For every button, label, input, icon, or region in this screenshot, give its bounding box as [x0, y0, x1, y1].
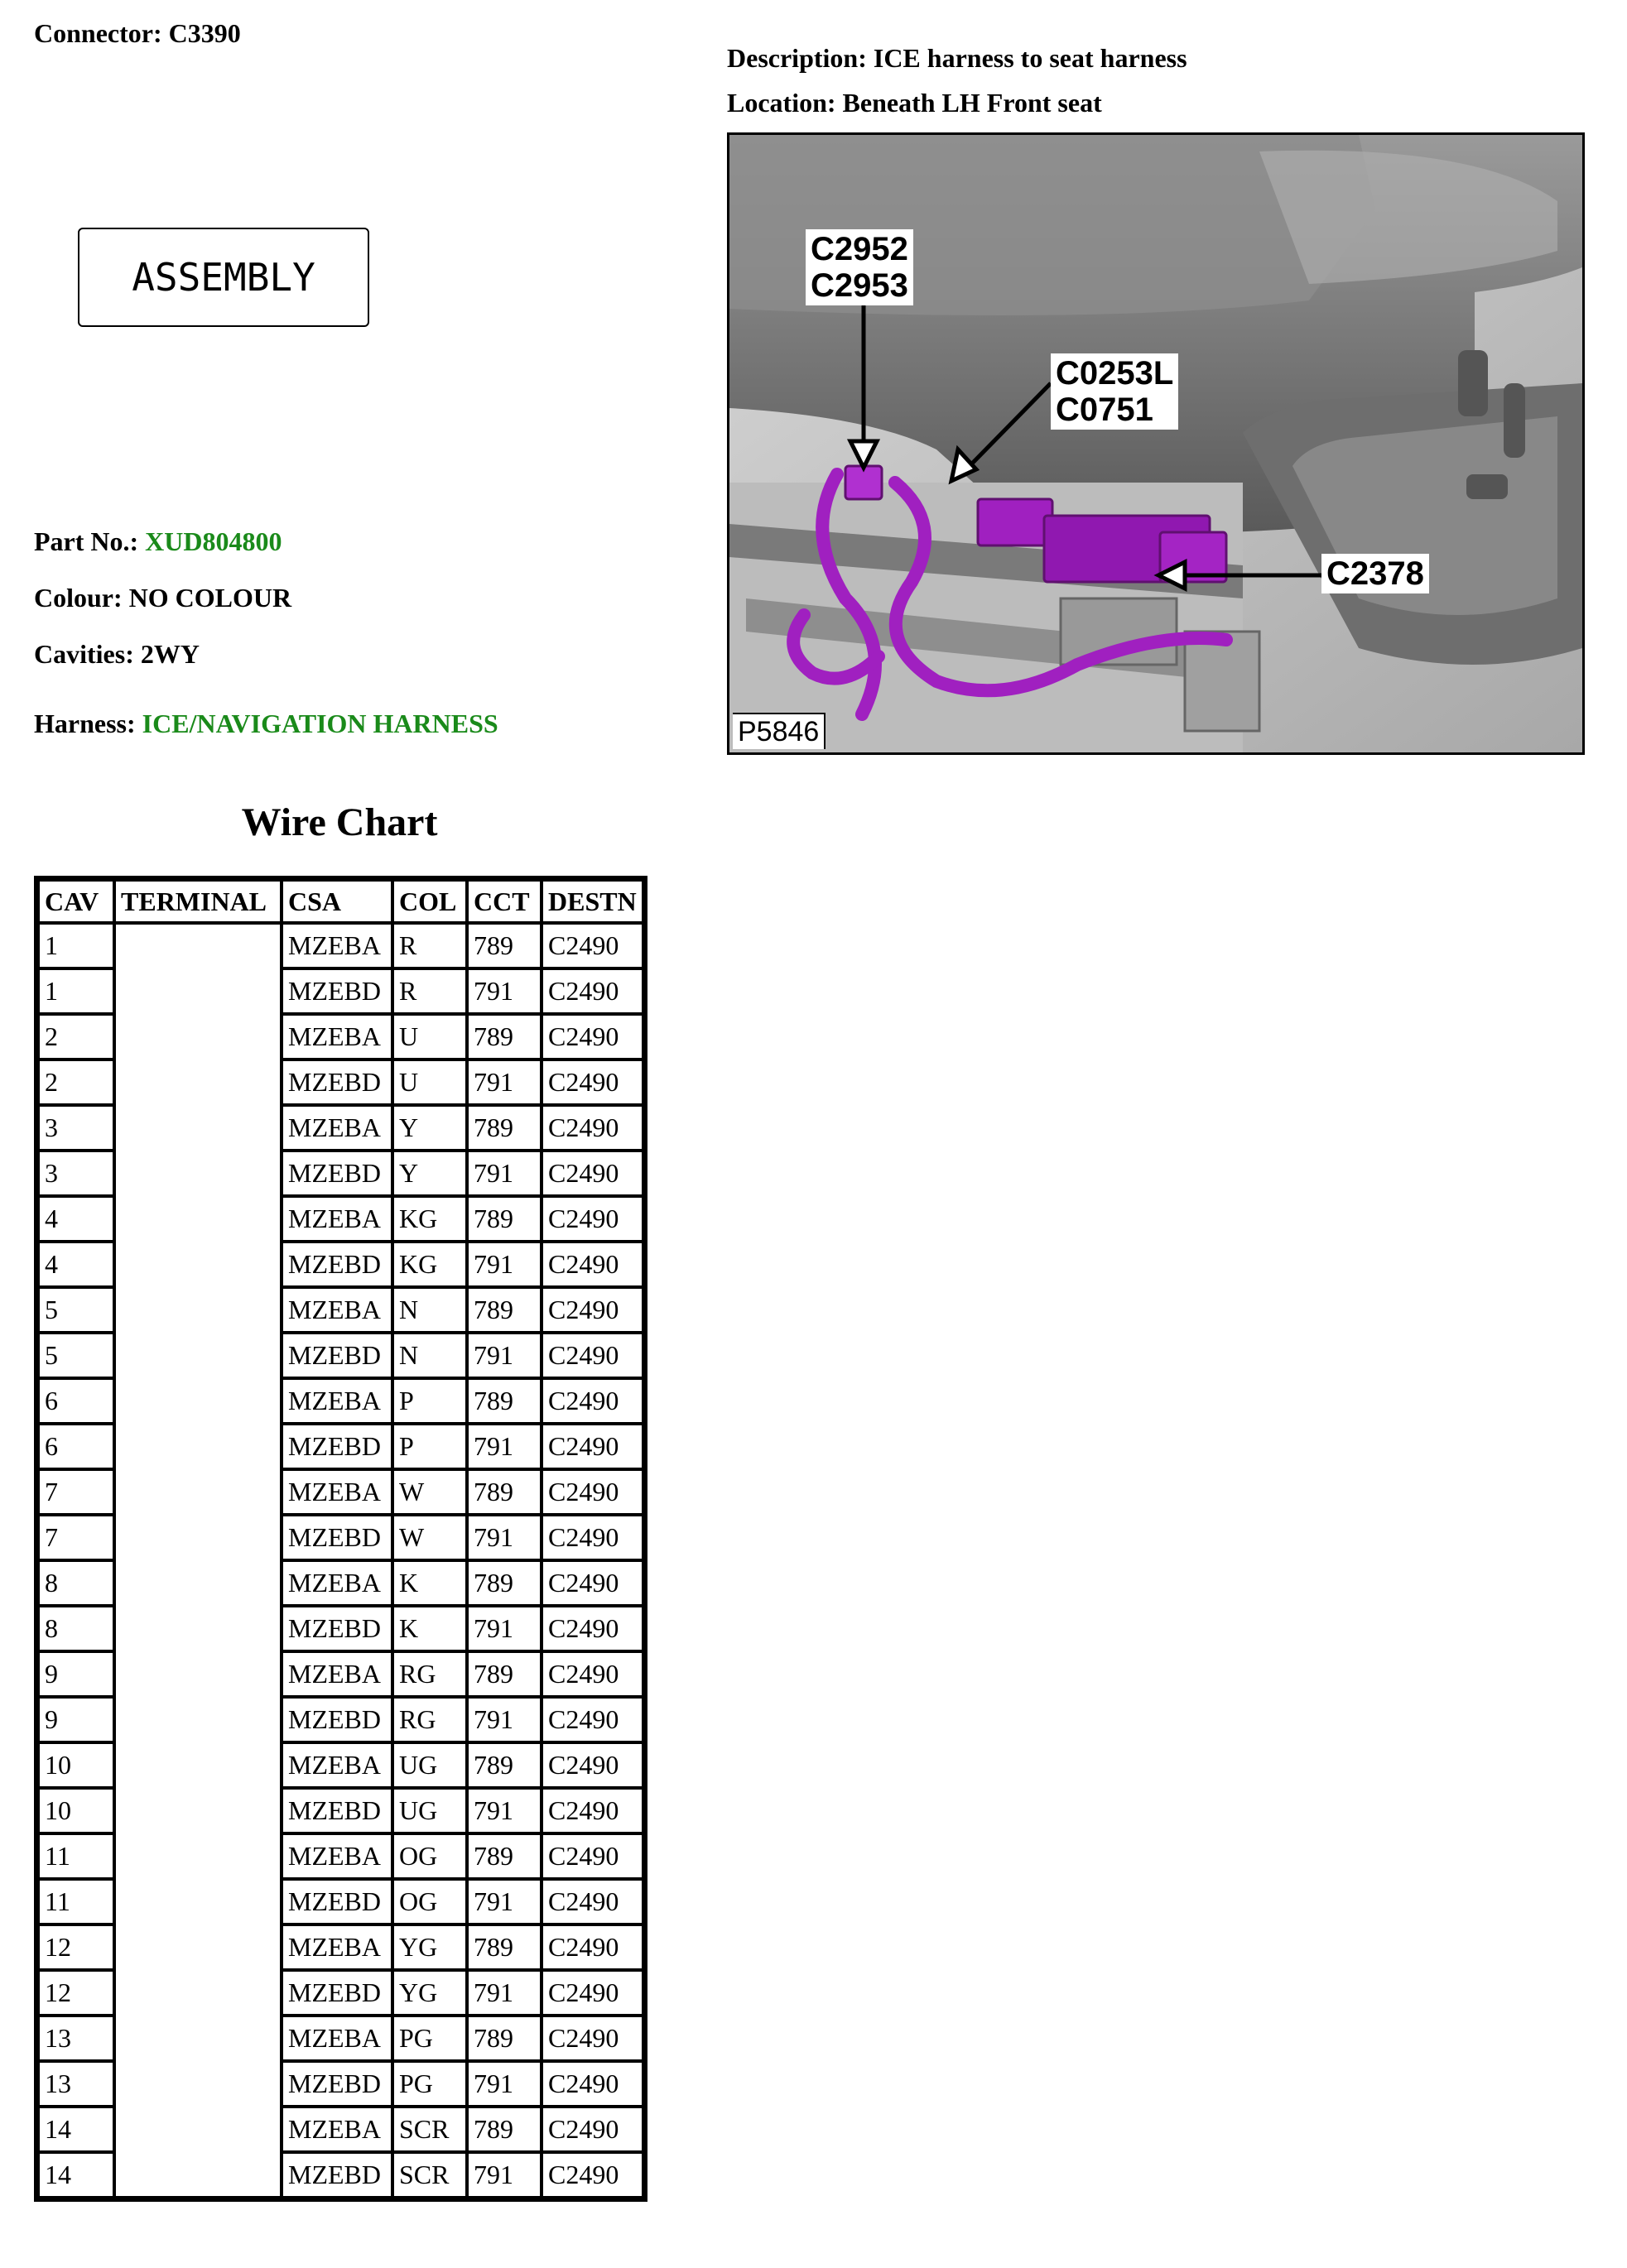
cell-cct: 791: [467, 1697, 542, 1742]
cavities-value: 2WY: [140, 639, 200, 669]
cell-col: OG: [392, 1833, 467, 1879]
cell-col: SCR: [392, 2107, 467, 2152]
cell-csa: MZEBA: [282, 1742, 392, 1788]
colour-label: Colour:: [34, 583, 123, 613]
cell-destn: C2490: [542, 1515, 643, 1560]
cell-cav: 8: [38, 1560, 114, 1606]
cell-cav: 7: [38, 1469, 114, 1515]
cell-cct: 789: [467, 1014, 542, 1060]
cell-cct: 789: [467, 1105, 542, 1151]
cell-col: W: [392, 1515, 467, 1560]
cell-destn: C2490: [542, 1651, 643, 1697]
cell-cct: 791: [467, 1879, 542, 1924]
cell-destn: C2490: [542, 1879, 643, 1924]
wire-chart-table: [34, 876, 647, 2202]
cell-csa: MZEBD: [282, 1606, 392, 1651]
part-number-link[interactable]: XUD804800: [145, 526, 282, 556]
cell-cct: 789: [467, 1196, 542, 1242]
cell-cav: 11: [38, 1879, 114, 1924]
cell-csa: MZEBA: [282, 1924, 392, 1970]
cell-csa: MZEBA: [282, 1833, 392, 1879]
cell-cav: 7: [38, 1515, 114, 1560]
cell-csa: MZEBA: [282, 1196, 392, 1242]
cell-col: YG: [392, 1970, 467, 2016]
cell-col: P: [392, 1378, 467, 1424]
cell-col: R: [392, 968, 467, 1014]
cell-destn: C2490: [542, 1697, 643, 1742]
col-header-col: COL: [392, 880, 467, 923]
cell-destn: C2490: [542, 2061, 643, 2107]
cell-cav: 10: [38, 1788, 114, 1833]
cell-cav: 14: [38, 2152, 114, 2198]
cell-cct: 791: [467, 2061, 542, 2107]
cell-destn: C2490: [542, 1924, 643, 1970]
part-number-line: [34, 526, 282, 557]
cell-csa: MZEBD: [282, 1515, 392, 1560]
cell-destn: C2490: [542, 1333, 643, 1378]
cell-col: UG: [392, 1742, 467, 1788]
connector-value: C3390: [168, 18, 241, 48]
col-header-destn: DESTN: [542, 880, 643, 923]
cell-cct: 789: [467, 1469, 542, 1515]
location-label: Location:: [727, 88, 836, 118]
cell-destn: C2490: [542, 1014, 643, 1060]
cell-col: K: [392, 1560, 467, 1606]
seat-illustration: [729, 135, 1582, 752]
description-value: ICE harness to seat harness: [873, 43, 1187, 73]
cell-cav: 3: [38, 1105, 114, 1151]
cell-cct: 789: [467, 2016, 542, 2061]
callout-c0751: C0751: [1056, 392, 1153, 428]
cell-destn: C2490: [542, 1742, 643, 1788]
photo-reference: P5846: [733, 713, 826, 749]
cell-cct: 791: [467, 1515, 542, 1560]
cell-cav: 5: [38, 1333, 114, 1378]
cell-cav: 6: [38, 1424, 114, 1469]
callout-c2952: C2952: [811, 231, 908, 267]
cell-destn: C2490: [542, 1196, 643, 1242]
connector-label: Connector:: [34, 18, 162, 48]
cell-csa: MZEBD: [282, 1879, 392, 1924]
wire-chart-header-row: [38, 880, 643, 923]
cell-col: Y: [392, 1105, 467, 1151]
harness-line: [34, 709, 498, 739]
cell-cav: 1: [38, 923, 114, 968]
cell-destn: C2490: [542, 1970, 643, 2016]
cell-csa: MZEBD: [282, 968, 392, 1014]
cell-csa: MZEBA: [282, 1287, 392, 1333]
cell-cav: 1: [38, 968, 114, 1014]
cell-csa: MZEBA: [282, 1105, 392, 1151]
cell-cav: 13: [38, 2016, 114, 2061]
cell-col: UG: [392, 1788, 467, 1833]
cell-cct: 789: [467, 1287, 542, 1333]
cell-col: Y: [392, 1151, 467, 1196]
cell-cav: 6: [38, 1378, 114, 1424]
cell-cct: 791: [467, 1333, 542, 1378]
callout-c2378: C2378: [1321, 554, 1429, 593]
cell-csa: MZEBD: [282, 1788, 392, 1833]
cell-col: PG: [392, 2016, 467, 2061]
cell-csa: MZEBD: [282, 1333, 392, 1378]
cell-cct: 789: [467, 1378, 542, 1424]
harness-label: Harness:: [34, 709, 136, 738]
location-photo: [727, 132, 1585, 755]
cell-col: K: [392, 1606, 467, 1651]
cell-cct: 789: [467, 1651, 542, 1697]
cell-cav: 9: [38, 1651, 114, 1697]
cell-col: W: [392, 1469, 467, 1515]
cell-cct: 789: [467, 1924, 542, 1970]
cell-cav: 4: [38, 1242, 114, 1287]
colour-value: NO COLOUR: [128, 583, 292, 613]
cell-csa: MZEBA: [282, 1014, 392, 1060]
cell-col: KG: [392, 1196, 467, 1242]
cell-cav: 9: [38, 1697, 114, 1742]
cell-csa: MZEBA: [282, 2107, 392, 2152]
callout-c2952-c2953: [806, 229, 913, 305]
cell-col: PG: [392, 2061, 467, 2107]
cell-col: U: [392, 1014, 467, 1060]
cell-cct: 789: [467, 2107, 542, 2152]
cell-csa: MZEBD: [282, 1151, 392, 1196]
cell-destn: C2490: [542, 1469, 643, 1515]
cell-terminal: [114, 923, 282, 2198]
callout-c0253l-c0751: [1051, 353, 1178, 430]
col-header-csa: CSA: [282, 880, 392, 923]
cell-col: U: [392, 1060, 467, 1105]
cell-cav: 8: [38, 1606, 114, 1651]
cell-cav: 14: [38, 2107, 114, 2152]
cell-csa: MZEBA: [282, 1560, 392, 1606]
cell-destn: C2490: [542, 1424, 643, 1469]
cell-cav: 3: [38, 1151, 114, 1196]
cell-col: P: [392, 1424, 467, 1469]
cavities-label: Cavities:: [34, 639, 134, 669]
cell-destn: C2490: [542, 1560, 643, 1606]
cell-cav: 4: [38, 1196, 114, 1242]
cell-cct: 789: [467, 1833, 542, 1879]
cell-destn: C2490: [542, 1606, 643, 1651]
cell-csa: MZEBA: [282, 1378, 392, 1424]
cell-cav: 12: [38, 1970, 114, 2016]
cell-destn: C2490: [542, 1287, 643, 1333]
cell-csa: MZEBA: [282, 923, 392, 968]
cell-cav: 2: [38, 1060, 114, 1105]
cell-col: KG: [392, 1242, 467, 1287]
cell-destn: C2490: [542, 2152, 643, 2198]
cell-destn: C2490: [542, 923, 643, 968]
wire-chart-body: [38, 923, 643, 2198]
cell-col: RG: [392, 1651, 467, 1697]
cell-cav: 13: [38, 2061, 114, 2107]
cell-cct: 791: [467, 1242, 542, 1287]
cell-destn: C2490: [542, 1060, 643, 1105]
cell-cct: 791: [467, 1424, 542, 1469]
cell-col: SCR: [392, 2152, 467, 2198]
cell-cav: 12: [38, 1924, 114, 1970]
cell-cct: 791: [467, 1151, 542, 1196]
cell-csa: MZEBD: [282, 1697, 392, 1742]
connector-line: [34, 18, 241, 49]
cell-destn: C2490: [542, 968, 643, 1014]
cell-col: N: [392, 1333, 467, 1378]
cell-col: OG: [392, 1879, 467, 1924]
cell-csa: MZEBA: [282, 2016, 392, 2061]
cell-csa: MZEBA: [282, 1469, 392, 1515]
cell-csa: MZEBD: [282, 1970, 392, 2016]
cell-csa: MZEBD: [282, 2152, 392, 2198]
cell-destn: C2490: [542, 1105, 643, 1151]
cell-cct: 791: [467, 1788, 542, 1833]
cell-col: RG: [392, 1697, 467, 1742]
cell-col: R: [392, 923, 467, 968]
col-header-cav: CAV: [38, 880, 114, 923]
cell-cct: 789: [467, 1560, 542, 1606]
wire-chart-row: [38, 923, 643, 968]
col-header-cct: CCT: [467, 880, 542, 923]
location-value: Beneath LH Front seat: [842, 88, 1102, 118]
cell-csa: MZEBD: [282, 1060, 392, 1105]
cell-csa: MZEBD: [282, 1424, 392, 1469]
cell-destn: C2490: [542, 1788, 643, 1833]
cell-cct: 791: [467, 1970, 542, 2016]
cell-destn: C2490: [542, 2107, 643, 2152]
part-number-label: Part No.:: [34, 526, 139, 556]
description-label: Description:: [727, 43, 867, 73]
assembly-box: ASSEMBLY: [78, 228, 369, 327]
cell-destn: C2490: [542, 2016, 643, 2061]
cell-cct: 791: [467, 1060, 542, 1105]
cell-cav: 10: [38, 1742, 114, 1788]
cell-csa: MZEBD: [282, 1242, 392, 1287]
callout-c0253l: C0253L: [1056, 355, 1174, 392]
cell-cct: 791: [467, 2152, 542, 2198]
harness-link[interactable]: ICE/NAVIGATION HARNESS: [142, 709, 498, 738]
colour-line: [34, 583, 291, 613]
cell-cct: 791: [467, 968, 542, 1014]
location-line: [727, 88, 1102, 118]
col-header-terminal: TERMINAL: [114, 880, 282, 923]
cell-cct: 789: [467, 1742, 542, 1788]
callout-c2953: C2953: [811, 267, 908, 304]
cell-destn: C2490: [542, 1833, 643, 1879]
description-line: [727, 43, 1187, 74]
cavities-line: [34, 639, 200, 670]
cell-csa: MZEBD: [282, 2061, 392, 2107]
cell-cav: 2: [38, 1014, 114, 1060]
cell-col: YG: [392, 1924, 467, 1970]
cell-col: N: [392, 1287, 467, 1333]
cell-cav: 11: [38, 1833, 114, 1879]
cell-cav: 5: [38, 1287, 114, 1333]
cell-csa: MZEBA: [282, 1651, 392, 1697]
cell-cct: 791: [467, 1606, 542, 1651]
cell-destn: C2490: [542, 1378, 643, 1424]
cell-cct: 789: [467, 923, 542, 968]
wire-chart-title: Wire Chart: [241, 800, 438, 844]
cell-destn: C2490: [542, 1151, 643, 1196]
cell-destn: C2490: [542, 1242, 643, 1287]
